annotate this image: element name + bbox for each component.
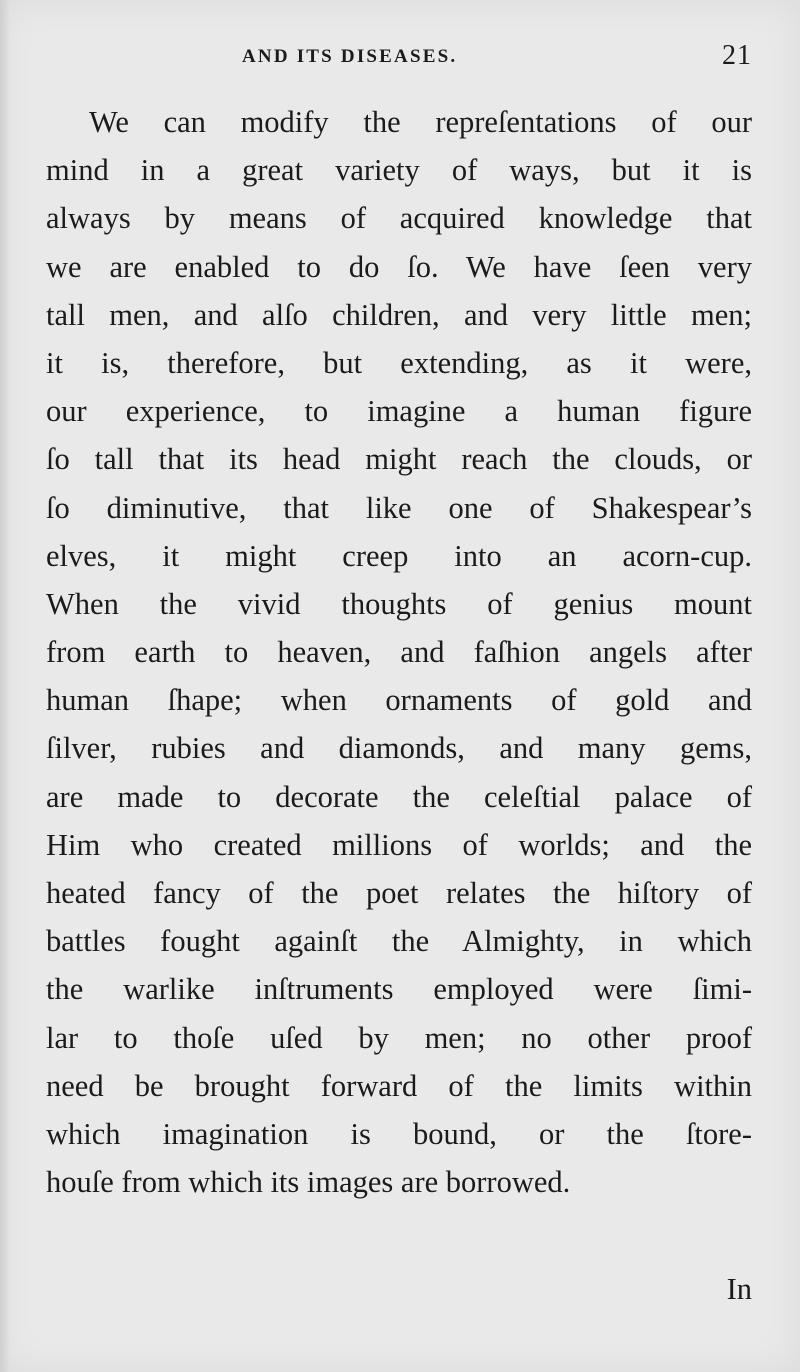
running-head: AND ITS DISEASES. (242, 46, 458, 67)
text-line: human ſhape; when ornaments of gold and (46, 683, 752, 718)
text-line: the warlike inſtruments employed were ſimi- (46, 972, 752, 1007)
text-line: ſo diminutive, that like one of Shakespear’s (46, 490, 752, 525)
text-line: When the vivid thoughts of genius mount (46, 586, 752, 621)
text-line: from earth to heaven, and faſhion angels after (46, 635, 752, 670)
page-header (46, 40, 752, 80)
text-line: Him who created millions of worlds; and the (46, 827, 752, 862)
text-line: our experience, to imagine a human figure (46, 394, 752, 429)
text-line: are made to decorate the celeſtial palace of (46, 779, 752, 814)
text-line: heated fancy of the poet relates the hiſtory of (46, 876, 752, 910)
page-number: 21 (722, 40, 752, 71)
text-line: mind in a great variety of ways, but it is (46, 153, 752, 188)
text-line: always by means of acquired knowledge that (46, 201, 752, 236)
text-line: need be brought forward of the limits within (46, 1068, 752, 1103)
text-line: houſe from which its images are borrowed. (46, 1165, 571, 1200)
text-line: tall men, and alſo children, and very little men; (46, 297, 752, 332)
text-line: battles fought againſt the Almighty, in which (46, 924, 752, 959)
text-line: elves, it might creep into an acorn-cup. (46, 538, 752, 573)
text-line: We can modify the repreſentations of our (89, 105, 752, 139)
text-line: it is, therefore, but extending, as it were, (46, 345, 752, 380)
text-line: lar to thoſe uſed by men; no other proof (46, 1020, 752, 1055)
text-line: which imagination is bound, or the ſtore- (46, 1116, 752, 1151)
page-edge-shadow (0, 0, 10, 1372)
text-line: ſilver, rubies and diamonds, and many gems, (46, 731, 752, 766)
body-text (46, 98, 752, 1206)
text-line: we are enabled to do ſo. We have ſeen very (46, 249, 752, 284)
text-line: ſo tall that its head might reach the clouds, or (46, 442, 752, 477)
catchword: In (726, 1272, 752, 1306)
